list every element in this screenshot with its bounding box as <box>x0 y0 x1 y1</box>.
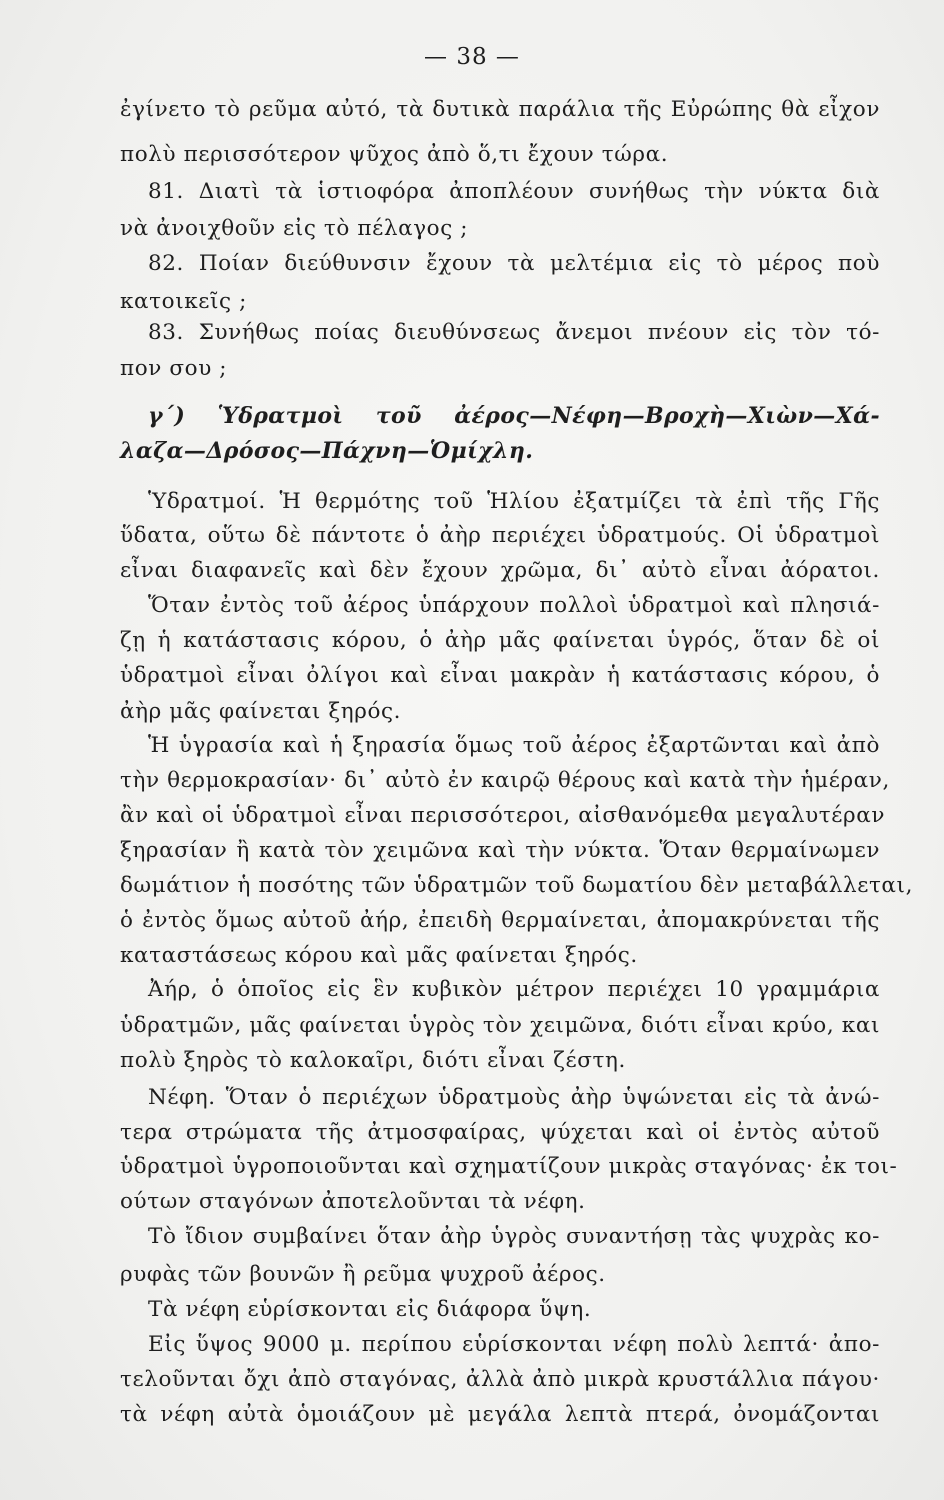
paragraph-line: ἀὴρ μᾶς φαίνεται ξηρός. <box>120 699 402 724</box>
paragraph-line: δωμάτιον ἡ ποσότης τῶν ὑδρατμῶν τοῦ δωματίου δὲν μεταβάλλεται, <box>120 873 914 898</box>
paragraph-line: ξηρασίαν ἢ κατὰ τὸν χειμῶνα καὶ τὴν νύκτα. Ὅταν θερμαίνωμεν <box>120 838 880 863</box>
text-line: πολὺ περισσότερον ψῦχος ἀπὸ ὅ,τι ἔχουν τώρα. <box>120 142 669 167</box>
paragraph-line: ζῃ ἡ κατάστασις κόρου, ὁ ἀὴρ μᾶς φαίνεται ὑγρός, ὅταν δὲ οἱ <box>120 628 880 653</box>
section-heading: λαζα—Δρόσος—Πάχνη—Ὁμίχλη. <box>120 438 534 464</box>
paragraph-line: ὑδρατμοὶ ὑγροποιοῦνται καὶ σχηματίζουν μικρὰς σταγόνας· ἐκ τοι- <box>120 1154 898 1179</box>
paragraph-line: Τὰ νέφη εὑρίσκονται εἰς διάφορα ὕψη. <box>148 1297 592 1322</box>
paragraph-line: εἶναι διαφανεῖς καὶ δὲν ἔχουν χρῶμα, δι᾽ αὐτὸ εἶναι ἀόρατοι. <box>120 558 880 583</box>
text-line: κατοικεῖς ; <box>120 289 247 314</box>
paragraph-line: ὑδρατμοὶ εἶναι ὀλίγοι καὶ εἶναι μακρὰν ἡ κατάστασις κόρου, ὁ <box>120 663 880 688</box>
paragraph-line: τερα στρώματα τῆς ἀτμοσφαίρας, ψύχεται καὶ οἱ ἐντὸς αὐτοῦ <box>120 1120 880 1145</box>
text-line: νὰ ἀνοιχθοῦν εἰς τὸ πέλαγος ; <box>120 216 469 241</box>
paragraph-line: ὁ ἐντὸς ὅμως αὐτοῦ ἀήρ, ἐπειδὴ θερμαίνεται, ἀπομακρύνεται τῆς <box>120 908 880 933</box>
paragraph-line: τελοῦνται ὄχι ἀπὸ σταγόνας, ἀλλὰ ἀπὸ μικρὰ κρυστάλλια πάγου· <box>120 1367 880 1392</box>
text-line: πον σου ; <box>120 356 228 381</box>
question-82: 82. Ποίαν διεύθυνσιν ἔχουν τὰ μελτέμια εἰς τὸ μέρος ποὺ <box>148 251 880 276</box>
question-81: 81. Διατὶ τὰ ἱστιοφόρα ἀποπλέουν συνήθως τὴν νύκτα διὰ <box>148 179 880 204</box>
paragraph-line: Ὅταν ἐντὸς τοῦ ἀέρος ὑπάρχουν πολλοὶ ὑδρατμοὶ καὶ πλησιά- <box>148 593 880 618</box>
paragraph-line: Ὑδρατμοί. Ἡ θερμότης τοῦ Ἡλίου ἐξατμίζει τὰ ἐπὶ τῆς Γῆς <box>148 489 880 514</box>
page-number: — 38 — <box>424 44 520 70</box>
paragraph-line: Εἰς ὕψος 9000 μ. περίπου εὑρίσκονται νέφη πολὺ λεπτά· ἀπο- <box>148 1332 880 1357</box>
paragraph-line: ρυφὰς τῶν βουνῶν ἢ ρεῦμα ψυχροῦ ἀέρος. <box>120 1262 606 1287</box>
paragraph-line: ὑδρατμῶν, μᾶς φαίνεται ὑγρὸς τὸν χειμῶνα, διότι εἶναι κρύο, και <box>120 1013 880 1038</box>
text-line: ἐγίνετο τὸ ρεῦμα αὐτό, τὰ δυτικὰ παράλια τῆς Εὐρώπης θὰ εἶχον <box>120 97 880 122</box>
paragraph-line: Τὸ ἴδιον συμβαίνει ὅταν ἀὴρ ὑγρὸς συναντήσῃ τὰς ψυχρὰς κο- <box>148 1224 880 1249</box>
paragraph-line: ὕδατα, οὕτω δὲ πάντοτε ὁ ἀὴρ περιέχει ὑδρατμούς. Οἱ ὑδρατμοὶ <box>120 523 880 548</box>
section-heading: γ΄) Ὑδρατμοὶ τοῦ ἀέρος—Νέφη—Βροχὴ—Χιὼν—Χά- <box>148 403 880 429</box>
paragraph-line: ἂν καὶ οἱ ὑδρατμοὶ εἶναι περισσότεροι, αἰσθανόμεθα μεγαλυτέραν <box>120 803 886 828</box>
paragraph-line: τὴν θερμοκρασίαν· δι᾽ αὐτὸ ἐν καιρῷ θέρους καὶ κατὰ τὴν ἡμέραν, <box>120 768 890 793</box>
question-83: 83. Συνήθως ποίας διευθύνσεως ἄνεμοι πνέουν εἰς τὸν τό- <box>148 320 880 345</box>
paragraph-line: Ἀήρ, ὁ ὁποῖος εἰς ἓν κυβικὸν μέτρον περιέχει 10 γραμμάρια <box>148 977 880 1002</box>
paragraph-line: τὰ νέφη αὐτὰ ὁμοιάζουν μὲ μεγάλα λεπτὰ πτερά, ὀνομάζονται <box>120 1402 880 1427</box>
paragraph-line: καταστάσεως κόρου καὶ μᾶς φαίνεται ξηρός. <box>120 943 638 968</box>
paragraph-line: Νέφη. Ὅταν ὁ περιέχων ὑδρατμοὺς ἀὴρ ὑψώνεται εἰς τὰ ἀνώ- <box>148 1085 880 1110</box>
paragraph-line: ούτων σταγόνων ἀποτελοῦνται τὰ νέφη. <box>120 1189 586 1214</box>
paragraph-line: Ἡ ὑγρασία καὶ ἡ ξηρασία ὅμως τοῦ ἀέρος ἐξαρτῶνται καὶ ἀπὸ <box>148 733 880 758</box>
paragraph-line: πολὺ ξηρὸς τὸ καλοκαῖρι, διότι εἶναι ζέστη. <box>120 1048 626 1073</box>
